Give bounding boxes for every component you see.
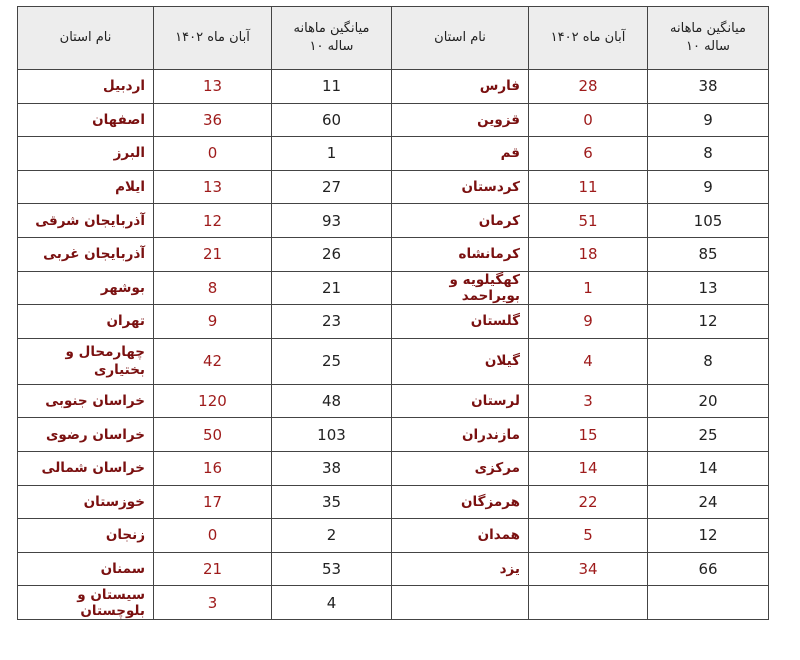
- avg-value-cell: 38: [272, 451, 392, 485]
- aban-value-cell: 21: [154, 237, 272, 271]
- header-row: [18, 7, 769, 70]
- aban-value-cell: 5: [529, 519, 648, 553]
- avg-value-cell: 8: [648, 338, 769, 384]
- avg-value-cell: 85: [648, 237, 769, 271]
- aban-value-cell: 0: [154, 519, 272, 553]
- province-name-cell: سیستان و بلوچستان: [18, 586, 154, 620]
- table-row: [18, 271, 769, 305]
- province-name-cell: کردستان: [392, 170, 529, 204]
- aban-value-cell: 11: [529, 170, 648, 204]
- province-name-cell: [392, 586, 529, 620]
- avg-value-cell: 53: [272, 552, 392, 586]
- province-name-cell: خراسان رضوی: [18, 418, 154, 452]
- table-row: [18, 338, 769, 384]
- province-name-cell: مازندران: [392, 418, 529, 452]
- avg-value-cell: 13: [648, 271, 769, 305]
- avg-value-cell: 1: [272, 137, 392, 171]
- avg-value-cell: 27: [272, 170, 392, 204]
- aban-value-cell: 1: [529, 271, 648, 305]
- aban-value-cell: 21: [154, 552, 272, 586]
- province-name-cell: فارس: [392, 70, 529, 104]
- province-name-cell: یزد: [392, 552, 529, 586]
- avg-value-cell: 35: [272, 485, 392, 519]
- avg-value-cell: 12: [648, 519, 769, 553]
- aban-value-cell: 4: [529, 338, 648, 384]
- table-row: [18, 586, 769, 620]
- data-table-wrapper: [17, 6, 769, 620]
- province-name-cell: خراسان جنوبی: [18, 384, 154, 418]
- table-row: [18, 170, 769, 204]
- aban-value-cell: 13: [154, 70, 272, 104]
- province-name-cell: اردبیل: [18, 70, 154, 104]
- table-row: [18, 103, 769, 137]
- avg-value-cell: 93: [272, 204, 392, 238]
- avg-value-cell: 48: [272, 384, 392, 418]
- province-name-cell: زنجان: [18, 519, 154, 553]
- aban-value-cell: 3: [529, 384, 648, 418]
- province-name-cell: البرز: [18, 137, 154, 171]
- avg-value-cell: 8: [648, 137, 769, 171]
- province-name-cell: خراسان شمالی: [18, 451, 154, 485]
- table-row: [18, 237, 769, 271]
- avg-value-cell: 38: [648, 70, 769, 104]
- province-name-cell: گلستان: [392, 305, 529, 339]
- province-name-cell: کرمانشاه: [392, 237, 529, 271]
- table-row: [18, 384, 769, 418]
- header-avg-line1: میانگین ماهانه: [293, 21, 370, 36]
- province-name-cell: چهارمحال و بختیاری: [18, 338, 154, 384]
- table-row: [18, 70, 769, 104]
- aban-value-cell: 36: [154, 103, 272, 137]
- table-row: [18, 418, 769, 452]
- province-name-cell: سمنان: [18, 552, 154, 586]
- avg-value-cell: 9: [648, 170, 769, 204]
- table-row: [18, 137, 769, 171]
- table-row: [18, 204, 769, 238]
- province-name-cell: هرمزگان: [392, 485, 529, 519]
- header-avg-line2: ۱۰ ساله: [686, 39, 730, 54]
- aban-value-cell: 22: [529, 485, 648, 519]
- province-stats-table: [17, 6, 769, 620]
- aban-value-cell: 3: [154, 586, 272, 620]
- province-name-cell: آذربایجان غربی: [18, 237, 154, 271]
- table-row: [18, 519, 769, 553]
- avg-value-cell: 14: [648, 451, 769, 485]
- avg-value-cell: 26: [272, 237, 392, 271]
- aban-value-cell: 15: [529, 418, 648, 452]
- avg-value-cell: 105: [648, 204, 769, 238]
- province-name-cell: قم: [392, 137, 529, 171]
- aban-value-cell: 42: [154, 338, 272, 384]
- avg-value-cell: 23: [272, 305, 392, 339]
- avg-value-cell: 21: [272, 271, 392, 305]
- province-name-cell: بوشهر: [18, 271, 154, 305]
- aban-value-cell: 13: [154, 170, 272, 204]
- aban-value-cell: 0: [529, 103, 648, 137]
- province-name-cell: همدان: [392, 519, 529, 553]
- avg-value-cell: 11: [272, 70, 392, 104]
- avg-value-cell: 24: [648, 485, 769, 519]
- aban-value-cell: 8: [154, 271, 272, 305]
- aban-value-cell: 12: [154, 204, 272, 238]
- header-avg-right: [648, 7, 769, 70]
- province-name-cell: لرستان: [392, 384, 529, 418]
- province-name-cell: قزوین: [392, 103, 529, 137]
- header-province-left: نام استان: [18, 7, 154, 70]
- avg-value-cell: 103: [272, 418, 392, 452]
- avg-value-cell: 66: [648, 552, 769, 586]
- aban-value-cell: 17: [154, 485, 272, 519]
- table-row: [18, 485, 769, 519]
- aban-value-cell: 51: [529, 204, 648, 238]
- aban-value-cell: 0: [154, 137, 272, 171]
- header-avg-left: [272, 7, 392, 70]
- avg-value-cell: 20: [648, 384, 769, 418]
- province-name-cell: ایلام: [18, 170, 154, 204]
- aban-value-cell: 50: [154, 418, 272, 452]
- aban-value-cell: 16: [154, 451, 272, 485]
- avg-value-cell: 25: [272, 338, 392, 384]
- aban-value-cell: 120: [154, 384, 272, 418]
- aban-value-cell: 28: [529, 70, 648, 104]
- avg-value-cell: 25: [648, 418, 769, 452]
- province-name-cell: خوزستان: [18, 485, 154, 519]
- province-name-cell: تهران: [18, 305, 154, 339]
- aban-value-cell: 34: [529, 552, 648, 586]
- province-name-cell: گیلان: [392, 338, 529, 384]
- aban-value-cell: [529, 586, 648, 620]
- avg-value-cell: 4: [272, 586, 392, 620]
- avg-value-cell: 2: [272, 519, 392, 553]
- aban-value-cell: 18: [529, 237, 648, 271]
- avg-value-cell: 9: [648, 103, 769, 137]
- avg-value-cell: [648, 586, 769, 620]
- province-name-cell: اصفهان: [18, 103, 154, 137]
- table-row: [18, 451, 769, 485]
- province-name-cell: کرمان: [392, 204, 529, 238]
- aban-value-cell: 9: [154, 305, 272, 339]
- avg-value-cell: 60: [272, 103, 392, 137]
- header-aban-right: آبان ماه ۱۴۰۲: [529, 7, 648, 70]
- province-name-cell: مرکزی: [392, 451, 529, 485]
- table-row: [18, 552, 769, 586]
- province-name-cell: آذربایجان شرقی: [18, 204, 154, 238]
- aban-value-cell: 6: [529, 137, 648, 171]
- aban-value-cell: 9: [529, 305, 648, 339]
- header-avg-line1: میانگین ماهانه: [670, 21, 746, 36]
- table-row: [18, 305, 769, 339]
- header-aban-left: آبان ماه ۱۴۰۲: [154, 7, 272, 70]
- avg-value-cell: 12: [648, 305, 769, 339]
- header-province-right: نام استان: [392, 7, 529, 70]
- aban-value-cell: 14: [529, 451, 648, 485]
- province-name-cell: کهگیلویه و بویراحمد: [392, 271, 529, 305]
- header-avg-line2: ۱۰ ساله: [309, 39, 354, 54]
